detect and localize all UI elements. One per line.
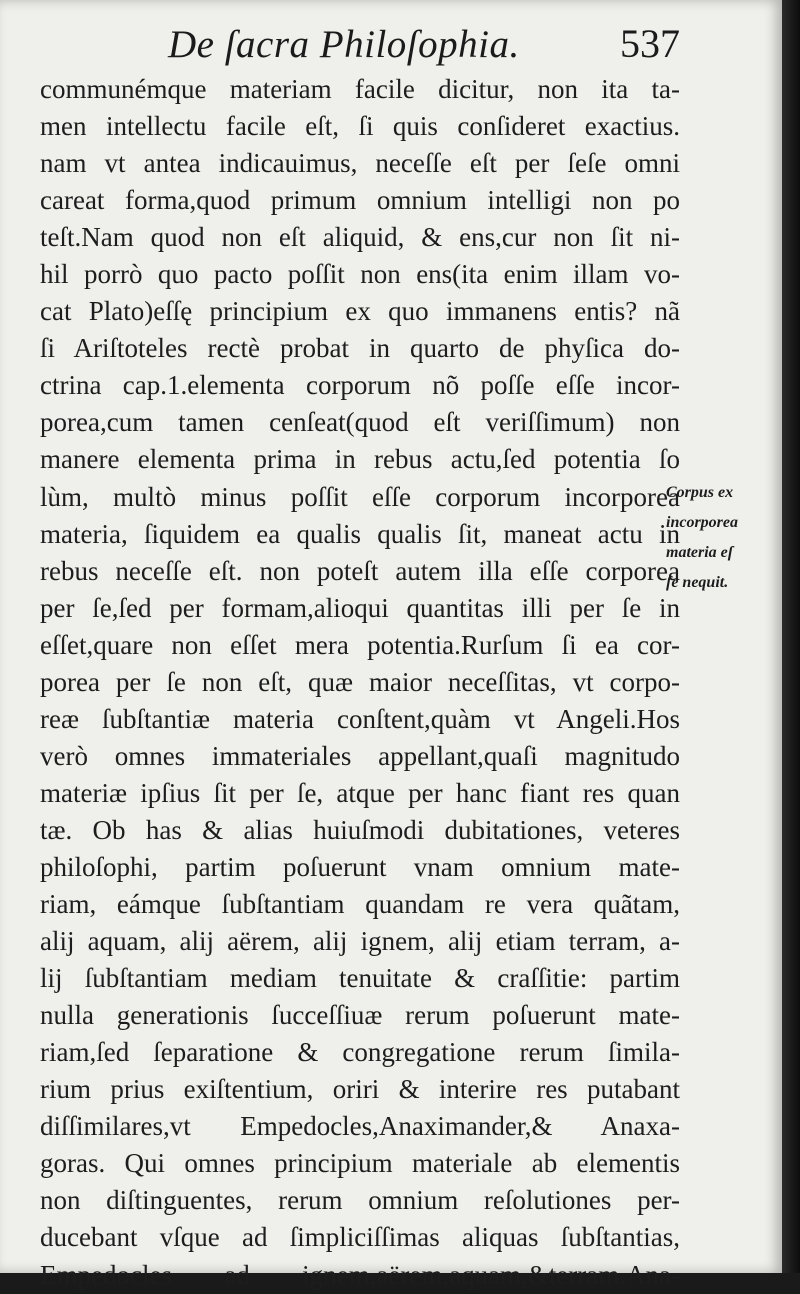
page-header: [40, 14, 680, 74]
text-line: alij aquam, alij aërem, alij ignem, alij etiam terram, a-: [40, 926, 680, 957]
text-line: per ſe,ſed per formam,alioqui quantitas illi per ſe in: [40, 592, 680, 623]
text-line: lij ſubſtantiam mediam tenuitate & craſſitie: partim: [40, 963, 680, 994]
text-line: goras. Qui omnes principium materiale ab elementis: [40, 1148, 680, 1179]
running-title: De ſacra Philoſophia.: [168, 23, 520, 66]
page-edge-shadow: [782, 0, 800, 1273]
text-line: reæ ſubſtantiæ materia conſtent,quàm vt Angeli.Hos: [40, 703, 680, 734]
margin-note-line: ſe nequit.: [666, 574, 729, 591]
text-line: ctrina cap.1.elementa corporum nõ poſſe eſſe incor-: [40, 370, 680, 401]
text-line: cat Plato)eſſę principium ex quo immanens entis? nã: [40, 296, 680, 327]
text-line: lùm, multò minus poſſit eſſe corporum incorporea: [40, 481, 680, 512]
margin-note: [666, 478, 778, 598]
text-line: Empedocles ad ignem,aërem,aquam,&terram.Ana-: [40, 1259, 680, 1290]
text-line: careat forma,quod primum omnium intelligi non po: [40, 185, 680, 216]
text-line: manere elementa prima in rebus actu,ſed potentia ſo: [40, 444, 680, 475]
text-line: porea,cum tamen cenſeat(quod eſt veriſſimum) non: [40, 407, 680, 438]
text-line: diſſimilares,vt Empedocles,Anaximander,& Anaxa-: [40, 1111, 680, 1142]
margin-note-line: materia eſ: [666, 544, 734, 561]
text-line: communémque materiam facile dicitur, non ita ta-: [40, 74, 680, 104]
text-line: ſi Ariſtoteles rectè probat in quarto de phyſica do-: [40, 333, 680, 364]
text-line: rebus neceſſe eſt. non poteſt autem illa eſſe corporea: [40, 555, 680, 586]
text-line: hil porrò quo pacto poſſit non ens(ita enim illam vo-: [40, 259, 680, 290]
text-line: teſt.Nam quod non eſt aliquid, & ens,cur non ſit ni-: [40, 222, 680, 253]
text-line: porea per ſe non eſt, quæ maior neceſſitas, vt corpo-: [40, 666, 680, 697]
text-line: non diſtinguentes, rerum omnium reſolutiones per-: [40, 1185, 680, 1216]
text-line: verò omnes immateriales appellant,quaſi magnitudo: [40, 740, 680, 771]
text-line: ducebant vſque ad ſimpliciſſimas aliquas ſubſtantias,: [40, 1222, 680, 1253]
text-line: men intellectu facile eſt, ſi quis conſideret exactius.: [40, 111, 680, 142]
text-line: materia, ſiquidem ea qualis qualis ſit, maneat actu in: [40, 518, 680, 549]
text-line: nulla generationis ſucceſſiuæ rerum poſuerunt mate-: [40, 1000, 680, 1031]
text-line: rium prius exiſtentium, oriri & interire res putabant: [40, 1074, 680, 1105]
margin-note-line: incorporea: [666, 514, 738, 531]
text-line: nam vt antea indicauimus, neceſſe eſt per ſeſe omni: [40, 148, 680, 179]
text-line: materiæ ipſius ſit per ſe, atque per hanc fiant res quan: [40, 777, 680, 808]
body-text: [40, 71, 680, 1294]
text-line: riam, eámque ſubſtantiam quandam re vera quãtam,: [40, 889, 680, 920]
margin-note-line: Corpus ex: [666, 484, 734, 501]
text-line: philoſophi, partim poſuerunt vnam omnium mate-: [40, 851, 680, 882]
text-line: eſſet,quare non eſſet mera potentia.Rurſum ſi ea cor-: [40, 629, 680, 660]
text-line: tæ. Ob has & alias huiuſmodi dubitationes, veteres: [40, 814, 680, 845]
text-line: riam,ſed ſeparatione & congregatione rerum ſimila-: [40, 1037, 680, 1068]
page-number: 537: [620, 21, 680, 66]
